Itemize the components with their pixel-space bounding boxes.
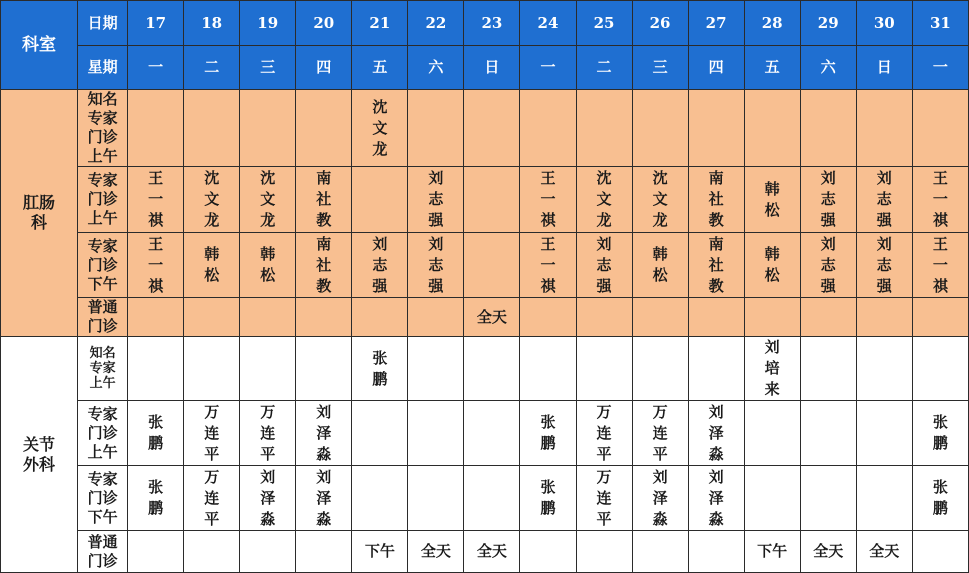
doctor-cell — [352, 401, 408, 466]
doctor-cell: 刘 泽 淼 — [688, 466, 744, 531]
weekday-cell: 三 — [240, 46, 296, 90]
doctor-cell — [408, 90, 464, 167]
doctor-cell — [520, 337, 576, 401]
doctor-cell — [408, 298, 464, 337]
doctor-cell: 刘 泽 淼 — [240, 466, 296, 531]
schedule-row — [1, 531, 969, 573]
header-row-dates — [1, 1, 969, 46]
date-cell: 19 — [240, 1, 296, 46]
doctor-cell — [464, 337, 520, 401]
doctor-cell: 韩 松 — [744, 167, 800, 233]
doctor-cell — [632, 531, 688, 573]
doctor-cell: 全天 — [464, 298, 520, 337]
weekday-cell: 五 — [352, 46, 408, 90]
doctor-cell — [632, 337, 688, 401]
doctor-cell — [744, 298, 800, 337]
doctor-cell — [576, 90, 632, 167]
doctor-cell — [632, 90, 688, 167]
doctor-cell: 刘 泽 淼 — [296, 466, 352, 531]
doctor-cell: 王 一 祺 — [128, 233, 184, 298]
doctor-cell — [744, 90, 800, 167]
doctor-cell — [296, 298, 352, 337]
doctor-cell: 下午 — [744, 531, 800, 573]
doctor-cell — [296, 531, 352, 573]
doctor-cell: 张 鹏 — [128, 466, 184, 531]
slot-label: 专家 门诊 下午 — [78, 233, 128, 298]
doctor-cell: 王 一 祺 — [520, 167, 576, 233]
date-cell: 28 — [744, 1, 800, 46]
date-cell: 29 — [800, 1, 856, 46]
weekday-cell: 一 — [520, 46, 576, 90]
doctor-cell — [856, 401, 912, 466]
doctor-cell — [408, 401, 464, 466]
doctor-cell: 刘 志 强 — [408, 233, 464, 298]
schedule-row — [1, 167, 969, 233]
slot-label: 知名 专家 上午 — [78, 337, 128, 401]
weekday-cell: 二 — [576, 46, 632, 90]
doctor-cell: 沈 文 龙 — [576, 167, 632, 233]
date-cell: 26 — [632, 1, 688, 46]
doctor-cell — [912, 337, 968, 401]
weekday-cell: 四 — [296, 46, 352, 90]
doctor-cell: 万 连 平 — [184, 466, 240, 531]
doctor-cell: 张 鹏 — [912, 466, 968, 531]
date-cell: 25 — [576, 1, 632, 46]
weekday-cell: 一 — [912, 46, 968, 90]
department-name: 关节 外科 — [1, 337, 78, 573]
doctor-cell — [464, 233, 520, 298]
doctor-cell — [408, 466, 464, 531]
doctor-cell — [576, 298, 632, 337]
weekday-cell: 日 — [856, 46, 912, 90]
doctor-cell: 全天 — [408, 531, 464, 573]
doctor-cell: 韩 松 — [240, 233, 296, 298]
doctor-cell: 万 连 平 — [632, 401, 688, 466]
doctor-cell — [184, 531, 240, 573]
doctor-cell — [912, 531, 968, 573]
doctor-cell — [744, 466, 800, 531]
doctor-cell: 王 一 祺 — [912, 167, 968, 233]
doctor-cell — [576, 337, 632, 401]
doctor-cell — [352, 466, 408, 531]
doctor-cell — [240, 90, 296, 167]
doctor-cell — [184, 298, 240, 337]
doctor-cell — [408, 337, 464, 401]
doctor-cell: 刘 志 强 — [856, 233, 912, 298]
doctor-cell — [184, 90, 240, 167]
doctor-cell: 张 鹏 — [352, 337, 408, 401]
doctor-cell — [744, 401, 800, 466]
doctor-cell: 刘 志 强 — [352, 233, 408, 298]
doctor-cell — [352, 298, 408, 337]
doctor-cell — [240, 531, 296, 573]
weekday-cell: 四 — [688, 46, 744, 90]
doctor-cell — [912, 90, 968, 167]
doctor-cell — [296, 90, 352, 167]
doctor-cell: 刘 志 强 — [408, 167, 464, 233]
doctor-cell — [240, 337, 296, 401]
date-cell: 20 — [296, 1, 352, 46]
doctor-cell — [800, 337, 856, 401]
doctor-cell — [912, 298, 968, 337]
doctor-cell: 万 连 平 — [184, 401, 240, 466]
schedule-row — [1, 233, 969, 298]
doctor-cell — [632, 298, 688, 337]
doctor-cell: 沈 文 龙 — [632, 167, 688, 233]
doctor-cell — [856, 90, 912, 167]
doctor-cell — [464, 401, 520, 466]
doctor-cell — [856, 466, 912, 531]
doctor-cell — [128, 298, 184, 337]
weekday-cell: 一 — [128, 46, 184, 90]
header-row-weekdays — [1, 46, 969, 90]
doctor-cell — [800, 466, 856, 531]
doctor-cell: 沈 文 龙 — [352, 90, 408, 167]
date-label: 日期 — [78, 1, 128, 46]
doctor-cell — [856, 298, 912, 337]
doctor-cell — [520, 90, 576, 167]
weekday-cell: 日 — [464, 46, 520, 90]
doctor-cell — [688, 531, 744, 573]
doctor-cell: 全天 — [800, 531, 856, 573]
date-cell: 17 — [128, 1, 184, 46]
doctor-cell: 下午 — [352, 531, 408, 573]
weekday-cell: 六 — [408, 46, 464, 90]
doctor-cell: 沈 文 龙 — [240, 167, 296, 233]
doctor-cell — [240, 298, 296, 337]
doctor-cell: 南 社 教 — [296, 167, 352, 233]
schedule-row — [1, 337, 969, 401]
doctor-cell: 韩 松 — [744, 233, 800, 298]
date-cell: 23 — [464, 1, 520, 46]
doctor-cell — [184, 337, 240, 401]
doctor-cell: 刘 泽 淼 — [632, 466, 688, 531]
slot-label: 专家 门诊 上午 — [78, 167, 128, 233]
doctor-cell — [800, 298, 856, 337]
weekday-cell: 五 — [744, 46, 800, 90]
doctor-cell: 刘 志 强 — [856, 167, 912, 233]
slot-label: 知名 专家 门诊 上午 — [78, 90, 128, 167]
doctor-cell: 全天 — [464, 531, 520, 573]
doctor-cell — [800, 90, 856, 167]
doctor-cell: 王 一 祺 — [520, 233, 576, 298]
doctor-cell — [464, 466, 520, 531]
doctor-cell: 万 连 平 — [576, 466, 632, 531]
department-name: 肛肠 科 — [1, 90, 78, 337]
doctor-cell: 张 鹏 — [128, 401, 184, 466]
doctor-cell: 张 鹏 — [520, 401, 576, 466]
doctor-cell — [688, 90, 744, 167]
schedule-row — [1, 401, 969, 466]
weekday-cell: 六 — [800, 46, 856, 90]
doctor-cell — [296, 337, 352, 401]
doctor-cell: 全天 — [856, 531, 912, 573]
slot-label: 普通 门诊 — [78, 531, 128, 573]
date-cell: 18 — [184, 1, 240, 46]
doctor-cell: 刘 培 来 — [744, 337, 800, 401]
doctor-cell: 张 鹏 — [912, 401, 968, 466]
doctor-cell — [688, 298, 744, 337]
doctor-cell: 王 一 祺 — [912, 233, 968, 298]
doctor-cell — [464, 90, 520, 167]
date-cell: 21 — [352, 1, 408, 46]
schedule-row — [1, 466, 969, 531]
doctor-cell — [520, 531, 576, 573]
doctor-cell: 南 社 教 — [296, 233, 352, 298]
weekday-label: 星期 — [78, 46, 128, 90]
dept-header: 科室 — [1, 1, 78, 90]
slot-label: 专家 门诊 下午 — [78, 466, 128, 531]
date-cell: 30 — [856, 1, 912, 46]
doctor-cell — [128, 337, 184, 401]
slot-label: 专家 门诊 上午 — [78, 401, 128, 466]
schedule-row — [1, 298, 969, 337]
doctor-cell — [128, 90, 184, 167]
schedule-row — [1, 90, 969, 167]
doctor-cell: 王 一 祺 — [128, 167, 184, 233]
doctor-cell: 南 社 教 — [688, 233, 744, 298]
doctor-cell — [128, 531, 184, 573]
doctor-cell — [576, 531, 632, 573]
doctor-cell — [520, 298, 576, 337]
doctor-cell — [800, 401, 856, 466]
doctor-cell: 刘 志 强 — [800, 233, 856, 298]
doctor-cell: 刘 泽 淼 — [688, 401, 744, 466]
doctor-cell: 韩 松 — [632, 233, 688, 298]
slot-label: 普通 门诊 — [78, 298, 128, 337]
doctor-cell — [464, 167, 520, 233]
doctor-cell: 刘 泽 淼 — [296, 401, 352, 466]
weekday-cell: 三 — [632, 46, 688, 90]
doctor-cell: 万 连 平 — [576, 401, 632, 466]
date-cell: 31 — [912, 1, 968, 46]
doctor-cell — [856, 337, 912, 401]
doctor-cell: 张 鹏 — [520, 466, 576, 531]
date-cell: 22 — [408, 1, 464, 46]
doctor-cell: 刘 志 强 — [800, 167, 856, 233]
date-cell: 24 — [520, 1, 576, 46]
doctor-cell — [688, 337, 744, 401]
weekday-cell: 二 — [184, 46, 240, 90]
date-cell: 27 — [688, 1, 744, 46]
doctor-cell — [352, 167, 408, 233]
doctor-cell: 韩 松 — [184, 233, 240, 298]
doctor-cell: 刘 志 强 — [576, 233, 632, 298]
doctor-cell: 沈 文 龙 — [184, 167, 240, 233]
doctor-cell: 南 社 教 — [688, 167, 744, 233]
doctor-cell: 万 连 平 — [240, 401, 296, 466]
